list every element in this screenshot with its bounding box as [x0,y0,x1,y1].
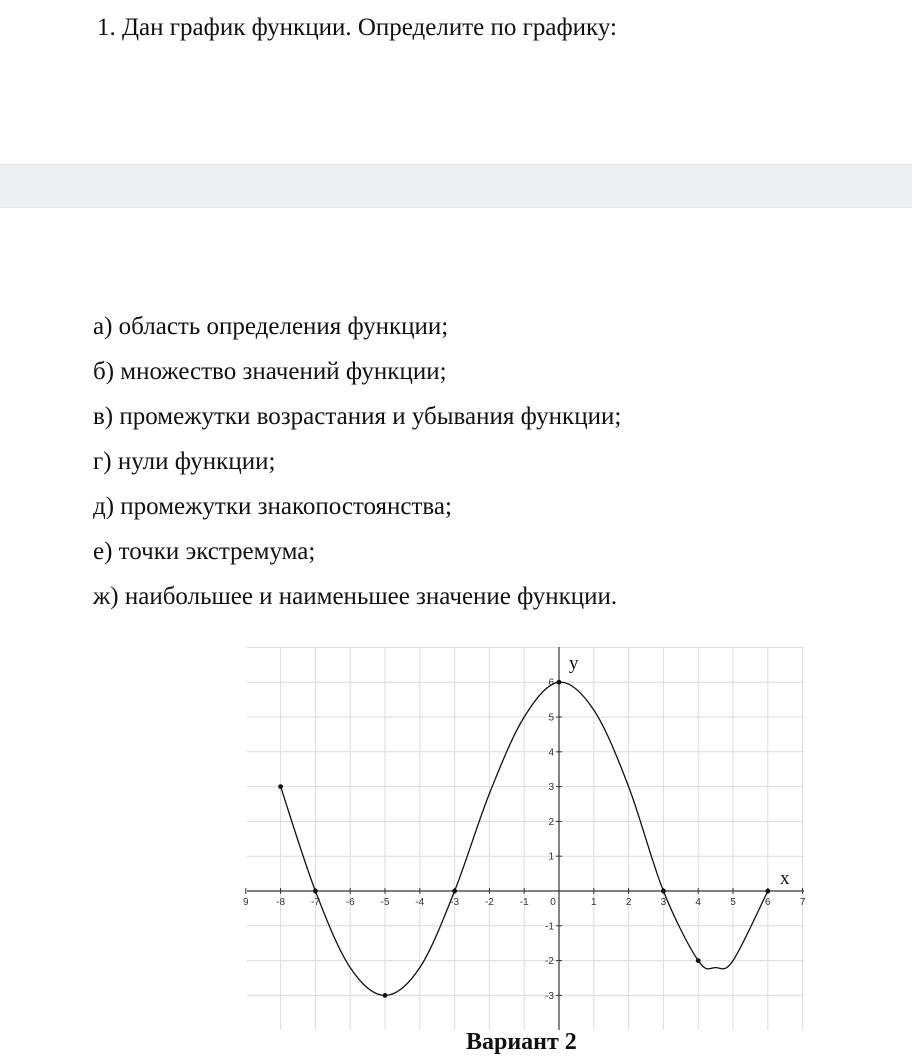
x-tick-label: -1 [519,897,529,908]
x-tick-label: 6 [765,897,771,908]
task-item-a: а) область определения функции; [93,313,449,340]
x-tick-label: 4 [695,897,701,908]
x-tick-label: -3 [450,897,460,908]
grid [247,647,804,1030]
y-axis-label: y [569,653,579,674]
task-item-b: б) множество значений функции; [93,358,447,385]
task-item-d: д) промежутки знакопостоянства; [93,493,452,520]
task-item-e: е) точки экстремума; [93,538,316,565]
marked-point [696,958,701,963]
x-tick-label: -5 [380,897,390,908]
x-tick-label: 9 [243,897,249,908]
y-tick-label: -2 [545,956,554,968]
x-tick-label: 2 [625,897,632,908]
x-tick-label: -6 [345,897,355,908]
x-tick-label: 0 [550,897,556,908]
x-axis-label: x [780,868,790,889]
task-heading: 1. Дан график функции. Определите по графику: [97,14,617,41]
x-tick-label: 1 [591,897,597,908]
x-tick-label: -8 [276,897,286,908]
y-tick-label: 3 [548,782,554,794]
x-tick-label: -4 [415,897,425,908]
task-item-zh: ж) наибольшее и наименьшее значение функции. [93,583,618,610]
y-tick-label: -1 [545,921,554,933]
marked-point [313,889,318,894]
marked-point [452,889,457,894]
marked-point [383,993,388,998]
task-item-v: в) промежутки возрастания и убывания функции; [93,403,622,430]
marked-point [278,784,283,789]
x-tick-label: -7 [310,897,320,908]
marked-point [661,889,666,894]
x-tick-label: -2 [484,897,494,908]
y-tick-label: 6 [548,677,554,689]
x-tick-label: 5 [730,897,736,908]
axes [246,647,804,1030]
x-tick-label: 7 [799,897,806,908]
task-item-g: г) нули функции; [93,448,276,475]
y-tick-label: 2 [548,816,554,828]
y-tick-label: -3 [545,990,554,1002]
y-tick-label: 1 [548,851,554,863]
x-tick-label: 3 [660,897,667,908]
marked-point [765,889,770,894]
y-tick-label: 4 [548,747,554,759]
y-tick-label: 5 [548,712,554,724]
marked-point [557,680,562,685]
variant-heading-cut: Вариант 2 [466,1029,577,1055]
